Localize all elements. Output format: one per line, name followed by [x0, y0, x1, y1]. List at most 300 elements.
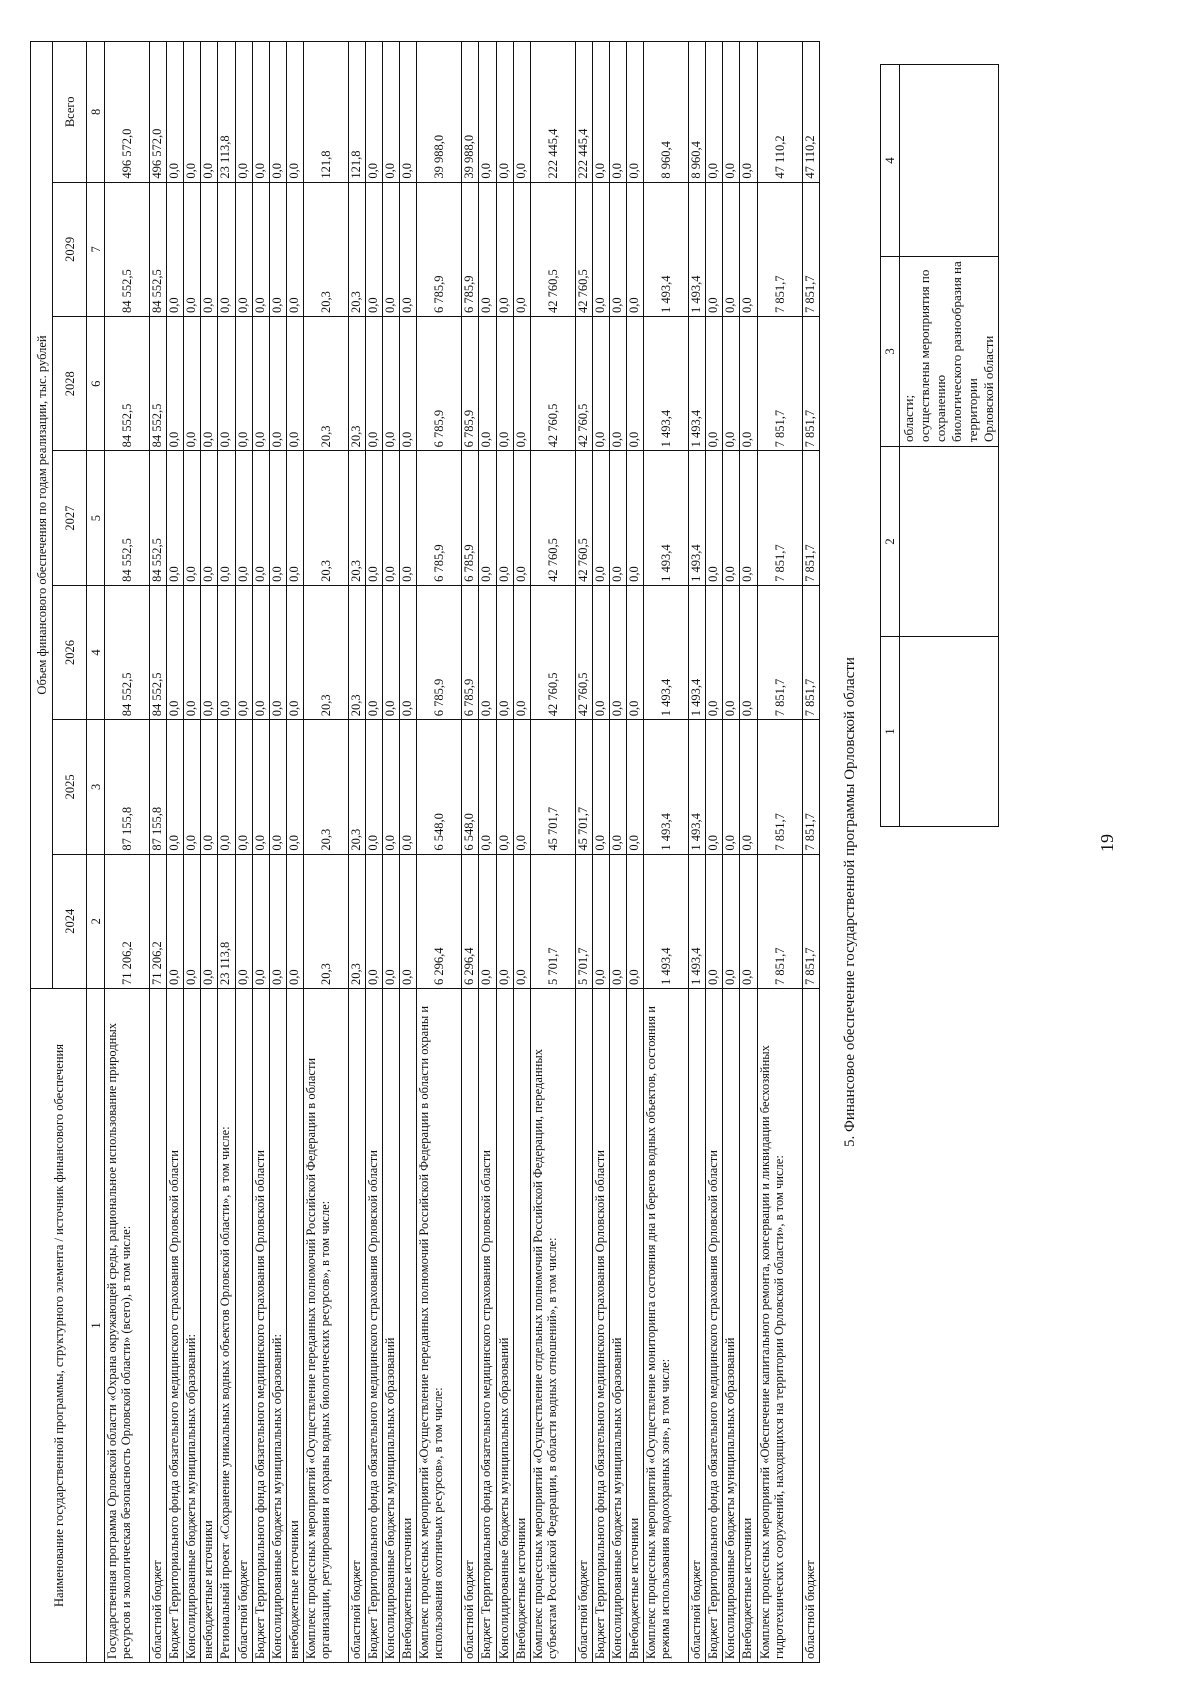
row-value: 0,0 [184, 854, 201, 988]
row-name: Комплекс процессных мероприятий «Осуществление переданных полномочий Российской Федерации в области организации, регулирования и охраны водных биологических ресурсов», в том числе: [303, 988, 348, 1662]
row-value: 0,0 [184, 317, 201, 451]
row-value: 0,0 [269, 451, 286, 585]
row-value: 0,0 [269, 854, 286, 988]
header-year: 2026 [53, 585, 87, 719]
cont-header-1: 1 [881, 637, 900, 827]
row-value: 0,0 [167, 585, 184, 719]
row-value: 7 851,7 [757, 182, 802, 316]
row-name: областной бюджет [462, 988, 479, 1662]
row-value: 42 760,5 [530, 451, 575, 585]
row-total: 0,0 [269, 42, 286, 183]
row-value: 0,0 [167, 854, 184, 988]
row-value: 0,0 [184, 182, 201, 316]
row-name: Внебюджетные источники [513, 988, 530, 1662]
header-year: 2029 [53, 182, 87, 316]
table-row [201, 42, 218, 1663]
row-value: 0,0 [627, 854, 644, 988]
row-value: 0,0 [286, 585, 303, 719]
row-value: 20,3 [303, 720, 348, 854]
row-name: Бюджет Территориального фонда обязательного медицинского страхования Орловской области [479, 988, 496, 1662]
row-name: Бюджет Территориального фонда обязательного медицинского страхования Орловской области [592, 988, 609, 1662]
row-value: 0,0 [513, 585, 530, 719]
table-row [366, 42, 383, 1663]
row-value: 0,0 [496, 451, 513, 585]
header-year: 2027 [53, 451, 87, 585]
section-title: 5. Финансовое обеспечение государственной программы Орловской области [842, 657, 858, 1147]
header-volume: Объем финансового обеспечения по годам реализации, тыс. рублей [31, 42, 53, 989]
col-number: 7 [87, 182, 105, 316]
row-value: 7 851,7 [757, 585, 802, 719]
row-value: 0,0 [496, 585, 513, 719]
row-value: 0,0 [479, 854, 496, 988]
row-value: 0,0 [366, 720, 383, 854]
row-value: 7 851,7 [802, 854, 819, 988]
row-value: 20,3 [303, 317, 348, 451]
table-row [218, 42, 235, 1663]
table-row [252, 42, 269, 1663]
row-value: 7 851,7 [802, 182, 819, 316]
row-value: 42 760,5 [575, 182, 592, 316]
table-row [348, 42, 365, 1663]
row-total: 0,0 [167, 42, 184, 183]
row-value: 45 701,7 [530, 720, 575, 854]
cont-cell-empty-4 [900, 65, 999, 257]
table-row [400, 42, 417, 1663]
row-value: 0,0 [201, 854, 218, 988]
row-value: 1 493,4 [689, 451, 706, 585]
row-value: 20,3 [348, 451, 365, 585]
row-value: 0,0 [496, 317, 513, 451]
row-value: 1 493,4 [644, 854, 689, 988]
row-value: 0,0 [218, 451, 235, 585]
row-name: областной бюджет [235, 988, 252, 1662]
row-name: областной бюджет [150, 988, 167, 1662]
row-total: 222 445,4 [530, 42, 575, 183]
row-value: 0,0 [592, 854, 609, 988]
row-total: 39 988,0 [417, 42, 462, 183]
row-value: 7 851,7 [757, 720, 802, 854]
row-value: 7 851,7 [802, 720, 819, 854]
row-value: 1 493,4 [689, 182, 706, 316]
row-value: 0,0 [269, 585, 286, 719]
row-value: 84 552,5 [105, 585, 150, 719]
header-total: Всего [53, 42, 87, 183]
row-value: 1 493,4 [689, 720, 706, 854]
row-value: 0,0 [592, 451, 609, 585]
cont-header-3: 3 [881, 257, 900, 447]
row-value: 0,0 [513, 451, 530, 585]
row-value: 87 155,8 [105, 720, 150, 854]
row-name: Внебюджетные источники [740, 988, 757, 1662]
row-name: Консолидированные бюджеты муниципальных образований [496, 988, 513, 1662]
row-value: 23 113,8 [218, 854, 235, 988]
row-value: 0,0 [723, 854, 740, 988]
row-value: 0,0 [366, 854, 383, 988]
row-value: 0,0 [479, 317, 496, 451]
table-row [235, 42, 252, 1663]
row-total: 0,0 [513, 42, 530, 183]
row-value: 0,0 [723, 317, 740, 451]
row-value: 0,0 [592, 317, 609, 451]
row-value: 0,0 [218, 585, 235, 719]
row-value: 7 851,7 [757, 317, 802, 451]
row-name: Комплекс процессных мероприятий «Осуществление отдельных полномочий Российской Федерации, переданных субъектам Российской Федерации, в области водных отношений», в том числе: [530, 988, 575, 1662]
row-value: 0,0 [609, 585, 626, 719]
row-value: 6 785,9 [417, 182, 462, 316]
row-value: 0,0 [167, 451, 184, 585]
row-value: 1 493,4 [689, 585, 706, 719]
row-value: 0,0 [400, 585, 417, 719]
row-value: 45 701,7 [575, 720, 592, 854]
row-name: Внебюджетные источники [627, 988, 644, 1662]
row-value: 0,0 [609, 451, 626, 585]
row-value: 0,0 [269, 720, 286, 854]
row-total: 8 960,4 [689, 42, 706, 183]
row-name: Бюджет Территориального фонда обязательного медицинского страхования Орловской области [366, 988, 383, 1662]
row-value: 0,0 [479, 720, 496, 854]
row-total: 0,0 [366, 42, 383, 183]
row-value: 0,0 [167, 182, 184, 316]
row-value: 84 552,5 [150, 317, 167, 451]
row-value: 0,0 [286, 182, 303, 316]
row-value: 0,0 [252, 317, 269, 451]
row-value: 0,0 [706, 451, 723, 585]
row-value: 0,0 [496, 720, 513, 854]
row-total: 0,0 [740, 42, 757, 183]
row-value: 84 552,5 [105, 182, 150, 316]
row-value: 84 552,5 [105, 317, 150, 451]
col-number: 6 [87, 317, 105, 451]
row-total: 0,0 [383, 42, 400, 183]
row-value: 0,0 [235, 451, 252, 585]
cont-header-2: 2 [881, 447, 900, 637]
row-value: 0,0 [366, 585, 383, 719]
row-value: 6 548,0 [417, 720, 462, 854]
table-row [462, 42, 479, 1663]
cont-cell-empty-1 [900, 637, 999, 827]
row-value: 42 760,5 [530, 317, 575, 451]
row-value: 6 785,9 [462, 182, 479, 316]
row-value: 0,0 [513, 854, 530, 988]
row-value: 20,3 [348, 585, 365, 719]
table-row [530, 42, 575, 1663]
row-value: 0,0 [592, 182, 609, 316]
row-value: 0,0 [609, 317, 626, 451]
row-value: 0,0 [235, 317, 252, 451]
row-value: 0,0 [184, 720, 201, 854]
table-row [167, 42, 184, 1663]
cont-cell-empty-2 [900, 447, 999, 637]
row-value: 0,0 [740, 451, 757, 585]
table-row [740, 42, 757, 1663]
row-value: 6 785,9 [462, 451, 479, 585]
row-total: 121,8 [303, 42, 348, 183]
row-value: 0,0 [366, 317, 383, 451]
row-value: 6 785,9 [417, 451, 462, 585]
table-row [644, 42, 689, 1663]
row-value: 0,0 [479, 585, 496, 719]
row-value: 0,0 [167, 317, 184, 451]
row-value: 0,0 [167, 720, 184, 854]
row-value: 84 552,5 [150, 451, 167, 585]
row-value: 0,0 [496, 182, 513, 316]
row-value: 0,0 [286, 451, 303, 585]
row-value: 20,3 [303, 182, 348, 316]
table-row [723, 42, 740, 1663]
row-total: 0,0 [592, 42, 609, 183]
row-value: 0,0 [513, 317, 530, 451]
row-value: 20,3 [303, 854, 348, 988]
row-name: Региональный проект «Сохранение уникальных водных объектов Орловской области», в том числе: [218, 988, 235, 1662]
row-value: 0,0 [269, 182, 286, 316]
row-value: 0,0 [706, 854, 723, 988]
row-value: 0,0 [609, 854, 626, 988]
row-value: 42 760,5 [575, 317, 592, 451]
row-total: 0,0 [235, 42, 252, 183]
row-value: 0,0 [740, 182, 757, 316]
row-value: 0,0 [366, 182, 383, 316]
row-value: 0,0 [235, 585, 252, 719]
row-value: 0,0 [383, 720, 400, 854]
row-value: 0,0 [479, 451, 496, 585]
row-value: 0,0 [627, 182, 644, 316]
row-value: 20,3 [303, 451, 348, 585]
row-value: 0,0 [627, 317, 644, 451]
row-value: 7 851,7 [802, 585, 819, 719]
row-name: Бюджет Территориального фонда обязательного медицинского страхования Орловской области [706, 988, 723, 1662]
row-value: 0,0 [706, 182, 723, 316]
table-row [609, 42, 626, 1663]
table-row [802, 42, 819, 1663]
row-total: 0,0 [479, 42, 496, 183]
row-value: 0,0 [235, 854, 252, 988]
row-value: 0,0 [252, 182, 269, 316]
row-value: 0,0 [592, 585, 609, 719]
row-total: 222 445,4 [575, 42, 592, 183]
row-value: 0,0 [723, 585, 740, 719]
row-name: Комплекс процессных мероприятий «Осуществление мониторинга состояния дна и берегов водных объектов, состояния и режима использования водоохранных зон», в том числе: [644, 988, 689, 1662]
col-number: 1 [87, 988, 105, 1662]
row-value: 20,3 [348, 854, 365, 988]
row-total: 0,0 [184, 42, 201, 183]
row-total: 496 572,0 [150, 42, 167, 183]
cont-line: Орловской области [981, 335, 996, 442]
row-name: Внебюджетные источники [400, 988, 417, 1662]
row-total: 47 110,2 [757, 42, 802, 183]
row-value: 0,0 [496, 854, 513, 988]
row-total: 0,0 [627, 42, 644, 183]
col-number: 8 [87, 42, 105, 183]
row-value: 1 493,4 [644, 720, 689, 854]
row-value: 0,0 [252, 720, 269, 854]
row-value: 0,0 [609, 720, 626, 854]
row-total: 8 960,4 [644, 42, 689, 183]
col-number: 3 [87, 720, 105, 854]
row-name: областной бюджет [802, 988, 819, 1662]
row-value: 0,0 [400, 317, 417, 451]
row-value: 71 206,2 [105, 854, 150, 988]
row-value: 42 760,5 [575, 585, 592, 719]
row-name: областной бюджет [689, 988, 706, 1662]
col-number: 4 [87, 585, 105, 719]
row-value: 0,0 [592, 720, 609, 854]
row-value: 0,0 [383, 182, 400, 316]
finance-table-body [105, 42, 820, 1663]
row-value: 0,0 [723, 182, 740, 316]
col-number: 2 [87, 854, 105, 988]
row-name: Консолидированные бюджеты муниципальных образований: [269, 988, 286, 1662]
table-row [383, 42, 400, 1663]
continuation-table [880, 64, 999, 827]
row-value: 7 851,7 [802, 451, 819, 585]
row-value: 0,0 [479, 182, 496, 316]
table-row [184, 42, 201, 1663]
row-value: 0,0 [627, 720, 644, 854]
row-value: 0,0 [383, 585, 400, 719]
row-value: 0,0 [201, 317, 218, 451]
table-row [269, 42, 286, 1663]
row-value: 0,0 [383, 451, 400, 585]
row-value: 6 296,4 [417, 854, 462, 988]
header-year: 2024 [53, 854, 87, 988]
row-name: внебюджетные источники [286, 988, 303, 1662]
table-row [706, 42, 723, 1663]
row-value: 0,0 [513, 720, 530, 854]
cont-cell-text [900, 257, 999, 447]
row-value: 0,0 [184, 585, 201, 719]
row-value: 7 851,7 [757, 854, 802, 988]
row-value: 0,0 [627, 451, 644, 585]
row-name: областной бюджет [575, 988, 592, 1662]
row-name: областной бюджет [348, 988, 365, 1662]
row-total: 496 572,0 [105, 42, 150, 183]
row-value: 6 785,9 [417, 317, 462, 451]
row-value: 0,0 [286, 854, 303, 988]
row-value: 84 552,5 [150, 182, 167, 316]
row-value: 7 851,7 [802, 317, 819, 451]
row-value: 5 701,7 [530, 854, 575, 988]
col-number: 5 [87, 451, 105, 585]
row-value: 0,0 [252, 854, 269, 988]
row-value: 0,0 [706, 317, 723, 451]
row-value: 6 785,9 [462, 585, 479, 719]
row-value: 0,0 [400, 720, 417, 854]
row-value: 0,0 [252, 585, 269, 719]
row-value: 0,0 [286, 317, 303, 451]
table-row [496, 42, 513, 1663]
row-value: 0,0 [740, 585, 757, 719]
table-row [479, 42, 496, 1663]
row-value: 84 552,5 [150, 585, 167, 719]
row-name: Бюджет Территориального фонда обязательного медицинского страхования Орловской области [167, 988, 184, 1662]
row-name: Консолидированные бюджеты муниципальных образований [723, 988, 740, 1662]
row-value: 42 760,5 [575, 451, 592, 585]
row-value: 0,0 [400, 451, 417, 585]
row-name: Государственная программа Орловской области «Охрана окружающей среды, рациональное использование природных ресурсов и экологическая безопасность Орловской области» (всего), в том числе: [105, 988, 150, 1662]
row-value: 1 493,4 [644, 317, 689, 451]
row-total: 0,0 [201, 42, 218, 183]
row-value: 6 296,4 [462, 854, 479, 988]
row-value: 0,0 [400, 182, 417, 316]
row-value: 1 493,4 [644, 182, 689, 316]
table-row [303, 42, 348, 1663]
row-value: 0,0 [723, 451, 740, 585]
table-row [417, 42, 462, 1663]
row-value: 0,0 [201, 451, 218, 585]
row-value: 0,0 [218, 720, 235, 854]
row-value: 71 206,2 [150, 854, 167, 988]
row-value: 0,0 [218, 182, 235, 316]
row-value: 0,0 [383, 854, 400, 988]
row-value: 0,0 [201, 585, 218, 719]
row-value: 0,0 [366, 451, 383, 585]
row-total: 0,0 [252, 42, 269, 183]
row-total: 0,0 [400, 42, 417, 183]
table-row [513, 42, 530, 1663]
row-name: Консолидированные бюджеты муниципальных образований [609, 988, 626, 1662]
row-name: Консолидированные бюджеты муниципальных образований [383, 988, 400, 1662]
row-value: 84 552,5 [105, 451, 150, 585]
table-row [627, 42, 644, 1663]
row-name: Комплекс процессных мероприятий «Осуществление переданных полномочий Российской Федерации в области охраны и использования охотничьих ресурсов», в том числе: [417, 988, 462, 1662]
row-name: Консолидированные бюджеты муниципальных образований: [184, 988, 201, 1662]
row-total: 23 113,8 [218, 42, 235, 183]
row-value: 6 785,9 [462, 317, 479, 451]
row-value: 0,0 [286, 720, 303, 854]
row-value: 0,0 [201, 720, 218, 854]
row-value: 0,0 [740, 720, 757, 854]
row-value: 0,0 [252, 451, 269, 585]
row-value: 0,0 [218, 317, 235, 451]
cont-line: биологического разнообразия на территории [949, 261, 980, 442]
row-value: 0,0 [383, 317, 400, 451]
header-name: Наименование государственной программы, структурного элемента / источник финансового обеспечения [31, 988, 87, 1662]
row-value: 87 155,8 [150, 720, 167, 854]
row-value: 0,0 [740, 317, 757, 451]
row-total: 121,8 [348, 42, 365, 183]
table-row [105, 42, 150, 1663]
row-value: 0,0 [184, 451, 201, 585]
table-row [689, 42, 706, 1663]
cont-line: области; [901, 394, 916, 442]
row-value: 42 760,5 [530, 585, 575, 719]
row-value: 0,0 [706, 585, 723, 719]
row-value: 1 493,4 [644, 585, 689, 719]
row-value: 6 785,9 [417, 585, 462, 719]
row-value: 0,0 [201, 182, 218, 316]
row-value: 0,0 [513, 182, 530, 316]
row-value: 7 851,7 [757, 451, 802, 585]
header-year: 2025 [53, 720, 87, 854]
row-name: Комплекс процессных мероприятий «Обеспечение капитального ремонта, консервации и ликвидации бесхозяйных гидротехнических сооружений, находящихся на территории Орловской области», в том числе: [757, 988, 802, 1662]
cont-header-4: 4 [881, 65, 900, 257]
row-value: 0,0 [740, 854, 757, 988]
row-value: 20,3 [303, 585, 348, 719]
row-total: 0,0 [286, 42, 303, 183]
table-row [286, 42, 303, 1663]
row-total: 0,0 [706, 42, 723, 183]
row-total: 47 110,2 [802, 42, 819, 183]
header-year: 2028 [53, 317, 87, 451]
cont-line: осуществлены мероприятия по сохранению [917, 269, 948, 442]
row-value: 6 548,0 [462, 720, 479, 854]
row-value: 0,0 [235, 720, 252, 854]
row-value: 0,0 [269, 317, 286, 451]
row-value: 0,0 [627, 585, 644, 719]
row-name: внебюджетные источники [201, 988, 218, 1662]
row-value: 0,0 [609, 182, 626, 316]
row-value: 0,0 [723, 720, 740, 854]
